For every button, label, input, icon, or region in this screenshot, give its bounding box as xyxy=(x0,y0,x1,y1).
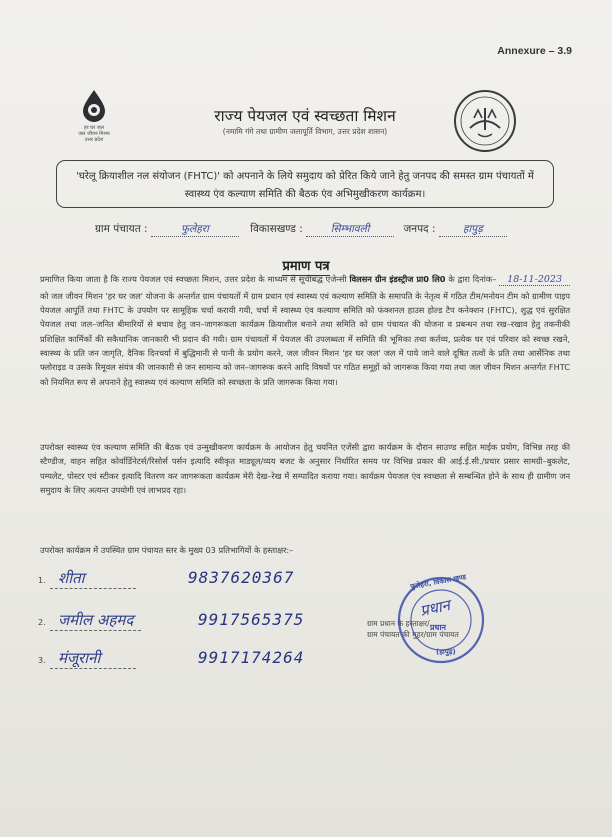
participant-phone: 9837620367 xyxy=(188,568,295,587)
participant-name: शीता xyxy=(50,568,136,589)
janpad-value: हापुड़ xyxy=(439,222,507,237)
janpad-label: जनपद : xyxy=(403,223,436,235)
participant-signature-2: 2. जमील अहमद 9917565375 xyxy=(38,610,305,629)
program-banner: 'घरेलू क्रियाशील नल संयोजन (FHTC)' को अपनाने के लिये समुदाय को प्रेरित किये जाने हेतु जनपद की समस्त ग्राम पंचायतों में स्वास्थ्य एंव कल्याण समिति की बैठक एंव अभिमुखीकरण कार्यक्रम। xyxy=(56,160,554,208)
stamp-top-text: फुलेहरा, विकास खण्ड xyxy=(409,573,467,591)
certificate-paragraph-1: प्रमाणित किया जाता है कि राज्य पेयजल एवं स्वच्छता मिशन, उत्तर प्रदेश के माध्यम से सूचीबद्ध एजेन्सी विलसन ग्रीन इंडस्ट्रीज प्रा0 लि0 के द्वारा दिनांक– 18-11-2023 को जल जीवन मिशन 'हर घर जल' योजना के अन्तर्गत ग्राम पंचायतों में ग्राम प्रधान एवं स्वास्थ्य एवं कल्याण समिति के समापति के नेतृत्व में गठित टीम/मनोयन टीम को ग्रामीण पाइप पेयजल आपूर्ति तथा FHTC के उपयोग पर सामूहिक चर्चा करायी गयी, चर्चा में स्वास्थ्य एंव कल्याण समिति को फंक्शनल हाउस होल्ड टैप कनेक्शन (FHTC), शुद्ध एवं सुरक्षित पेयजल तथा जल–जनित बीमारियों से बचाव हेतु जन–जागरूकता कार्यक्रम क्रियाशील बनाने तथा समिति को ग्राम पंचायत की योजना व प्रबन्धन तथा रख–रखाव हेतु तकनीकी प्रशिक्षित कार्मिकों की सकैधानिक जानकारी भी प्रदान की गयी। ग्राम पंचायतों में पेयजल की उपलब्धता में समिति की भूमिका तथा कर्तव्य, प्रत्येक घर एवं परिवार को स्वच्छ रखने, स्वास्थ्य के प्रति जन जागृति, दैनिक दिनचर्या में बुद्धिमानी से पानी के प्रयोग करने, जल जीवन मिशन 'हर घर जल' जल में पाये जाने वाले दूषित तत्वों के प्रति तथा आर्सेनिक तथा फ्लोराइड व उसके रिमूवल संयंत्र की जानकारी से जन सामान्य को जन–जागरूक करने आदि विषयों पर गठित समूहों को जागरूक किया गया तथा जल जीवन मिशन अन्तर्गत FHTC को नियमित रूप से अपनाने हेतु स्वास्थ्य एवं कल्याण समिति को स्वच्छता के प्रति जागरूक किया गया। xyxy=(40,274,570,387)
logo-line-3: उत्तर प्रदेश xyxy=(84,136,104,143)
agency-name: विलसन ग्रीन इंडस्ट्रीज प्रा0 लि0 xyxy=(349,274,446,284)
water-drop-icon xyxy=(79,88,109,122)
program-date: 18-11-2023 xyxy=(499,274,570,286)
annexure-label: Annexure – 3.9 xyxy=(497,45,572,57)
stamp-middle-text: प्रधान xyxy=(430,623,446,632)
vikaskhand-value: सिम्भावली xyxy=(306,222,394,237)
participant-signature-3: 3. मंजूरानी 9917174264 xyxy=(38,648,305,667)
gram-panchayat-label: ग्राम पंचायत : xyxy=(95,223,148,235)
up-government-emblem xyxy=(452,88,518,154)
location-fields xyxy=(95,222,555,237)
pradhan-signature-label: ग्राम प्रधान के हस्ताक्षर/ ग्राम पंचायत की मुहर/ग्राम पंचायत xyxy=(367,619,459,640)
certificate-title: प्रमाण पत्र xyxy=(282,259,330,274)
pradhan-signature: प्रधान xyxy=(418,596,452,620)
vikaskhand-label: विकासखण्ड : xyxy=(250,223,303,235)
logo-line-2: जल जीवन मिशन xyxy=(78,130,110,137)
certificate-paragraph-2: उपरोक्त स्वास्थ्य एंव कल्याण समिति की बैठक एवं उन्मुखीकरण कार्यक्रम के आयोजन हेतु चयनित एजेंसी द्वारा कार्यक्रम के दौरान साउण्ड सहित माईक प्रयोग, विभिन्न तरह की स्टैण्डीज, वाहन सहित कोर्वार्डिनेटर्स/रिसोर्स पर्सन इत्यादि स्वीकृत माड्यूल/व्यय बजट के अनुसार निर्धारित समय पर विभिन्न प्रकार की आई.ई.सी./प्रचार प्रसार सामग्री–बुकलेट, पम्पलेट, पोस्टर एवं स्टीकर इत्यादि वितरण कर जागरूकता कार्यक्रम मेरी देख–रेख में सम्पादित कराया गया। कार्यक्रम पेयजल एंव स्वच्छता से सम्बन्धित होने के साथ ही ग्रामीण जन समुदाय के लिए अत्यन्त उपयोगी एवं लाभप्रद रहा। xyxy=(40,442,570,496)
mission-title: राज्य पेयजल एवं स्वच्छता मिशन xyxy=(214,107,396,125)
mission-subtitle: (नमामि गंगे तथा ग्रामीण जलापूर्ति विभाग, उत्तर प्रदेश शासन) xyxy=(222,127,388,136)
jal-jeevan-mission-logo xyxy=(68,88,120,143)
stamp-bottom-text: (हापुड़) xyxy=(436,648,456,656)
participant-signature-1: 1. शीता 9837620367 xyxy=(38,568,295,587)
gram-panchayat-value: फुलेहरा xyxy=(151,222,239,237)
logo-line-1: हर घर जल xyxy=(84,125,104,131)
participant-name: मंजूरानी xyxy=(50,648,136,669)
signature-intro: उपरोक्त कार्यक्रम में उपस्थित ग्राम पंचायत स्तर के मुख्य 03 प्रतिभागियों के हस्ताक्षर:– xyxy=(40,545,294,555)
participant-name: जमील अहमद xyxy=(50,610,141,631)
participant-phone: 9917174264 xyxy=(198,648,305,667)
participant-phone: 9917565375 xyxy=(198,610,305,629)
